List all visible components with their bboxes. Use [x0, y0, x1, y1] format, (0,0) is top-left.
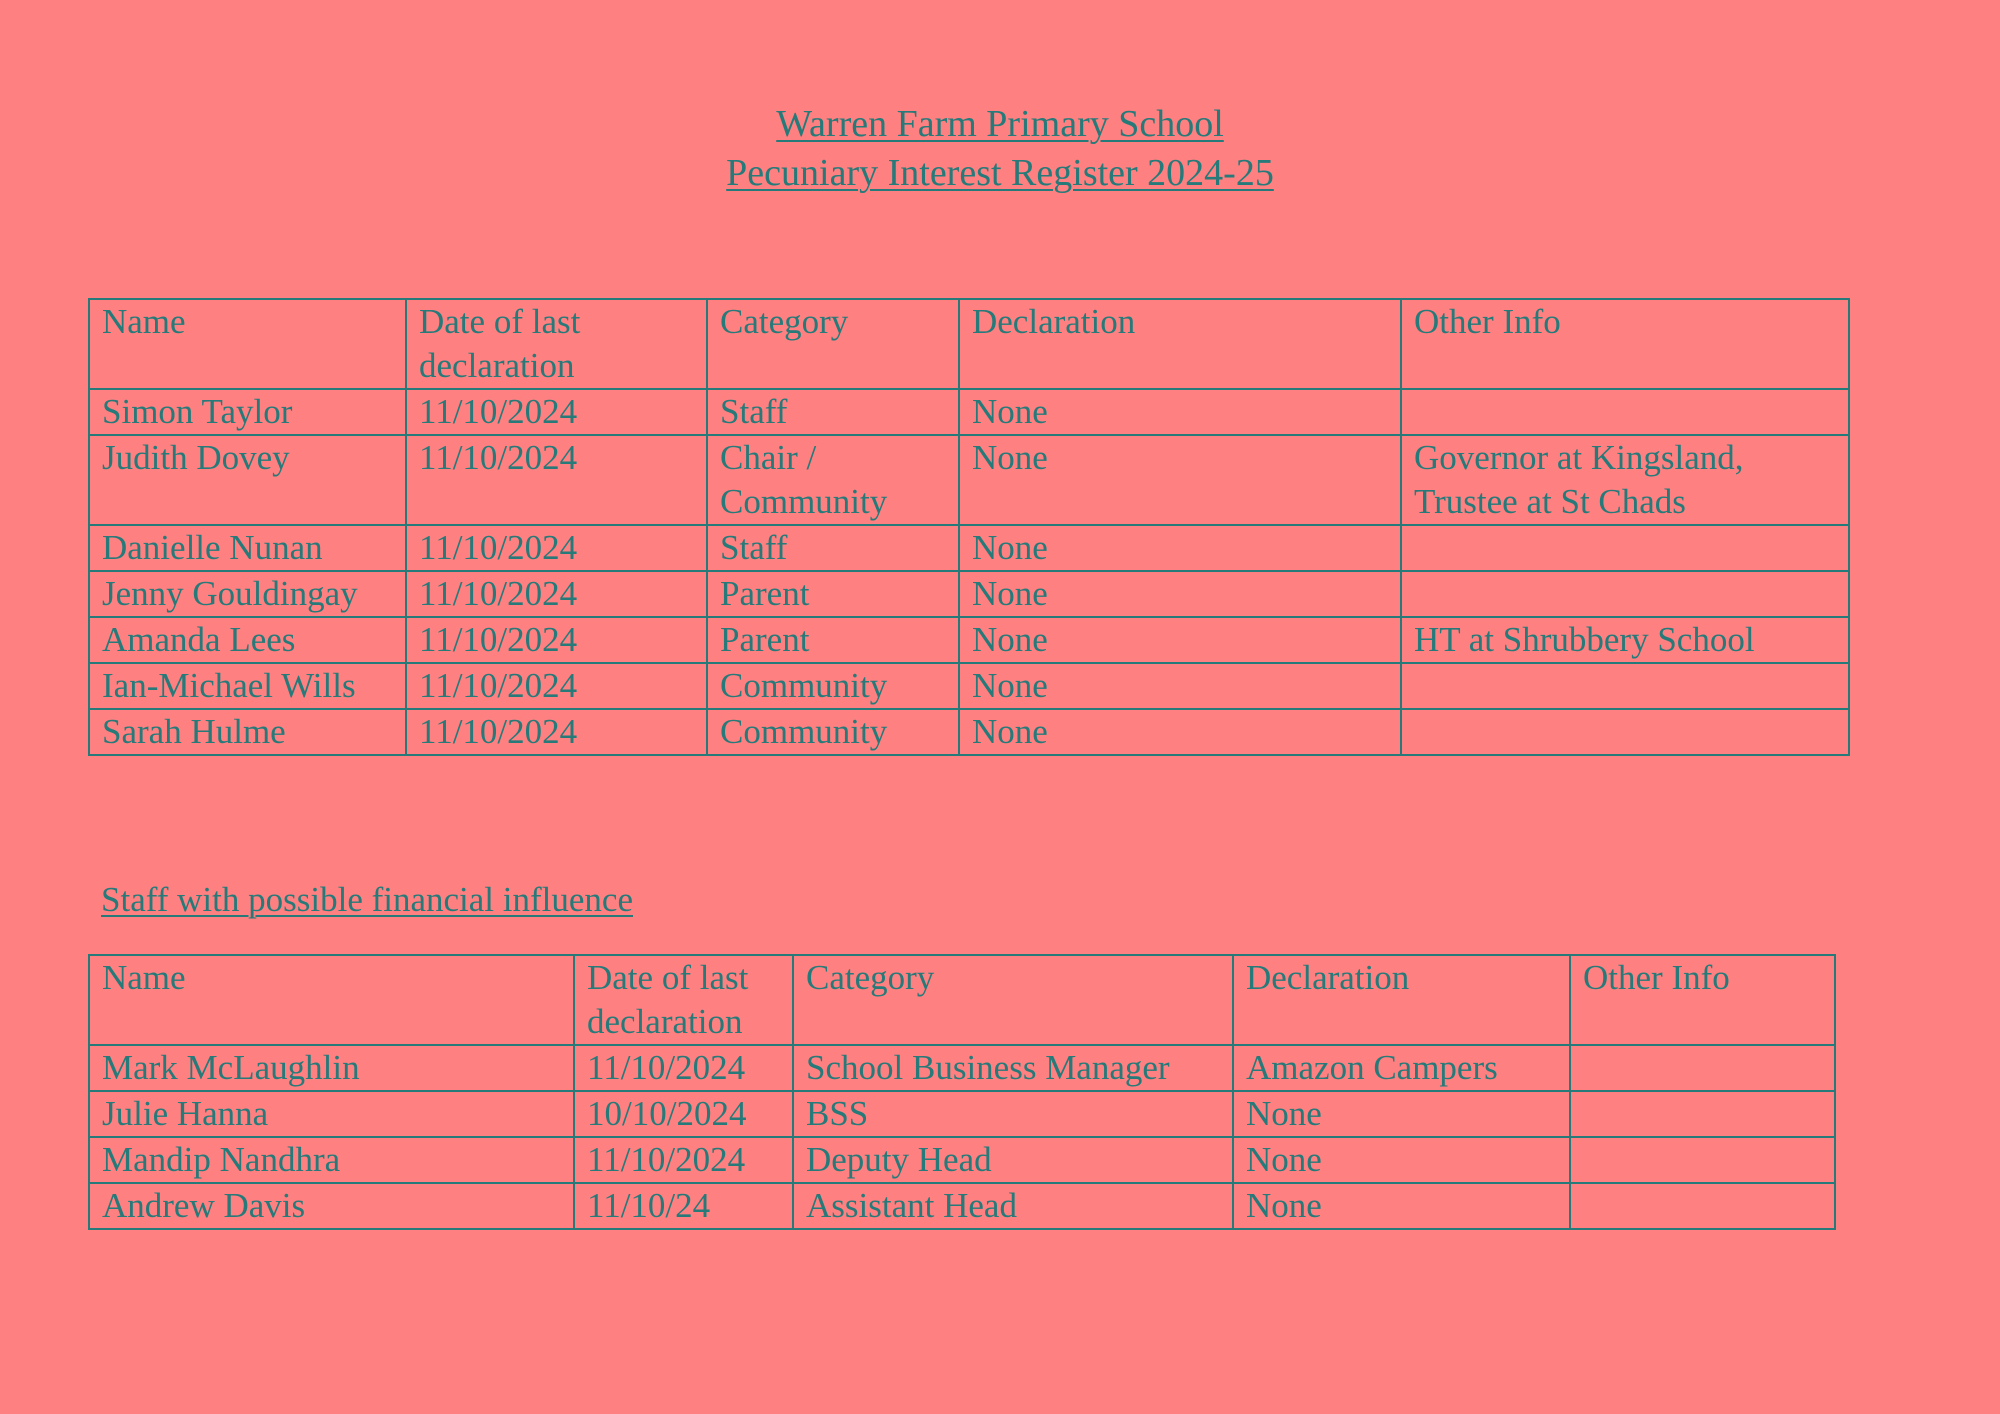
cell-name: Andrew Davis — [89, 1183, 574, 1229]
table-row — [89, 1091, 1835, 1137]
header-other-info: Other Info — [1401, 299, 1849, 389]
table-row — [89, 389, 1849, 435]
header-date — [574, 955, 793, 1045]
header-name: Name — [89, 955, 574, 1045]
cell-other-info — [1401, 709, 1849, 755]
table-row — [89, 1137, 1835, 1183]
cell-declaration: None — [959, 663, 1401, 709]
cell-declaration: None — [959, 435, 1401, 525]
cell-other-info — [1570, 1183, 1835, 1229]
cell-date: 11/10/24 — [574, 1183, 793, 1229]
table-header-row — [89, 955, 1835, 1045]
table-header-row — [89, 299, 1849, 389]
cell-category: Staff — [707, 389, 959, 435]
cell-date: 10/10/2024 — [574, 1091, 793, 1137]
cell-declaration: None — [1233, 1137, 1570, 1183]
cell-other-info: HT at Shrubbery School — [1401, 617, 1849, 663]
cell-other-info — [1570, 1137, 1835, 1183]
table-row — [89, 435, 1849, 525]
cell-other-info — [1401, 389, 1849, 435]
cell-category: Community — [707, 709, 959, 755]
cell-other-info — [1401, 571, 1849, 617]
table-row — [89, 1045, 1835, 1091]
cell-declaration: None — [959, 571, 1401, 617]
staff-section-heading: Staff with possible financial influence — [101, 880, 633, 919]
cell-name: Mandip Nandhra — [89, 1137, 574, 1183]
header-other-info: Other Info — [1570, 955, 1835, 1045]
table-row — [89, 571, 1849, 617]
cell-other-info — [1401, 435, 1849, 525]
cell-date: 11/10/2024 — [406, 663, 707, 709]
table-row — [89, 525, 1849, 571]
cell-declaration: None — [1233, 1091, 1570, 1137]
cell-declaration: None — [959, 389, 1401, 435]
header-category: Category — [793, 955, 1233, 1045]
cell-name: Danielle Nunan — [89, 525, 406, 571]
cell-name: Sarah Hulme — [89, 709, 406, 755]
cell-declaration: None — [959, 617, 1401, 663]
cell-other-info — [1401, 663, 1849, 709]
cell-date: 11/10/2024 — [406, 709, 707, 755]
header-declaration: Declaration — [959, 299, 1401, 389]
cell-category-line1: Chair / — [720, 438, 817, 477]
header-date-line2: declaration — [419, 346, 575, 385]
cell-declaration: None — [959, 525, 1401, 571]
header-declaration: Declaration — [1233, 955, 1570, 1045]
cell-date: 11/10/2024 — [406, 435, 707, 525]
cell-name: Mark McLaughlin — [89, 1045, 574, 1091]
cell-category: Community — [707, 663, 959, 709]
cell-category: School Business Manager — [793, 1045, 1233, 1091]
cell-other-info — [1570, 1045, 1835, 1091]
cell-date: 11/10/2024 — [406, 617, 707, 663]
cell-date: 11/10/2024 — [406, 571, 707, 617]
header-date-line2: declaration — [587, 1002, 743, 1041]
header-name: Name — [89, 299, 406, 389]
cell-category: Parent — [707, 571, 959, 617]
cell-name: Simon Taylor — [89, 389, 406, 435]
cell-other-info — [1570, 1091, 1835, 1137]
cell-date: 11/10/2024 — [574, 1137, 793, 1183]
cell-other-info-line1: Governor at Kingsland, — [1414, 438, 1744, 477]
header-category: Category — [707, 299, 959, 389]
cell-date: 11/10/2024 — [406, 389, 707, 435]
table-row — [89, 663, 1849, 709]
document-title-block — [0, 100, 2000, 198]
cell-other-info-line2: Trustee at St Chads — [1414, 482, 1686, 521]
table-row — [89, 709, 1849, 755]
cell-name: Judith Dovey — [89, 435, 406, 525]
cell-category: Staff — [707, 525, 959, 571]
cell-name: Julie Hanna — [89, 1091, 574, 1137]
cell-other-info — [1401, 525, 1849, 571]
cell-date: 11/10/2024 — [406, 525, 707, 571]
cell-category: BSS — [793, 1091, 1233, 1137]
cell-category: Parent — [707, 617, 959, 663]
cell-category — [707, 435, 959, 525]
cell-name: Jenny Gouldingay — [89, 571, 406, 617]
cell-category: Deputy Head — [793, 1137, 1233, 1183]
cell-name: Ian-Michael Wills — [89, 663, 406, 709]
cell-category-line2: Community — [720, 482, 888, 521]
cell-declaration: Amazon Campers — [1233, 1045, 1570, 1091]
cell-declaration: None — [1233, 1183, 1570, 1229]
header-date-line1: Date of last — [419, 302, 581, 341]
cell-date: 11/10/2024 — [574, 1045, 793, 1091]
table-row — [89, 617, 1849, 663]
header-date — [406, 299, 707, 389]
school-name: Warren Farm Primary School — [776, 103, 1224, 145]
governors-interest-table — [88, 298, 1850, 756]
cell-category: Assistant Head — [793, 1183, 1233, 1229]
register-title: Pecuniary Interest Register 2024-25 — [726, 152, 1274, 194]
table-row — [89, 1183, 1835, 1229]
header-date-line1: Date of last — [587, 958, 749, 997]
cell-name: Amanda Lees — [89, 617, 406, 663]
cell-declaration: None — [959, 709, 1401, 755]
staff-interest-table — [88, 954, 1836, 1230]
